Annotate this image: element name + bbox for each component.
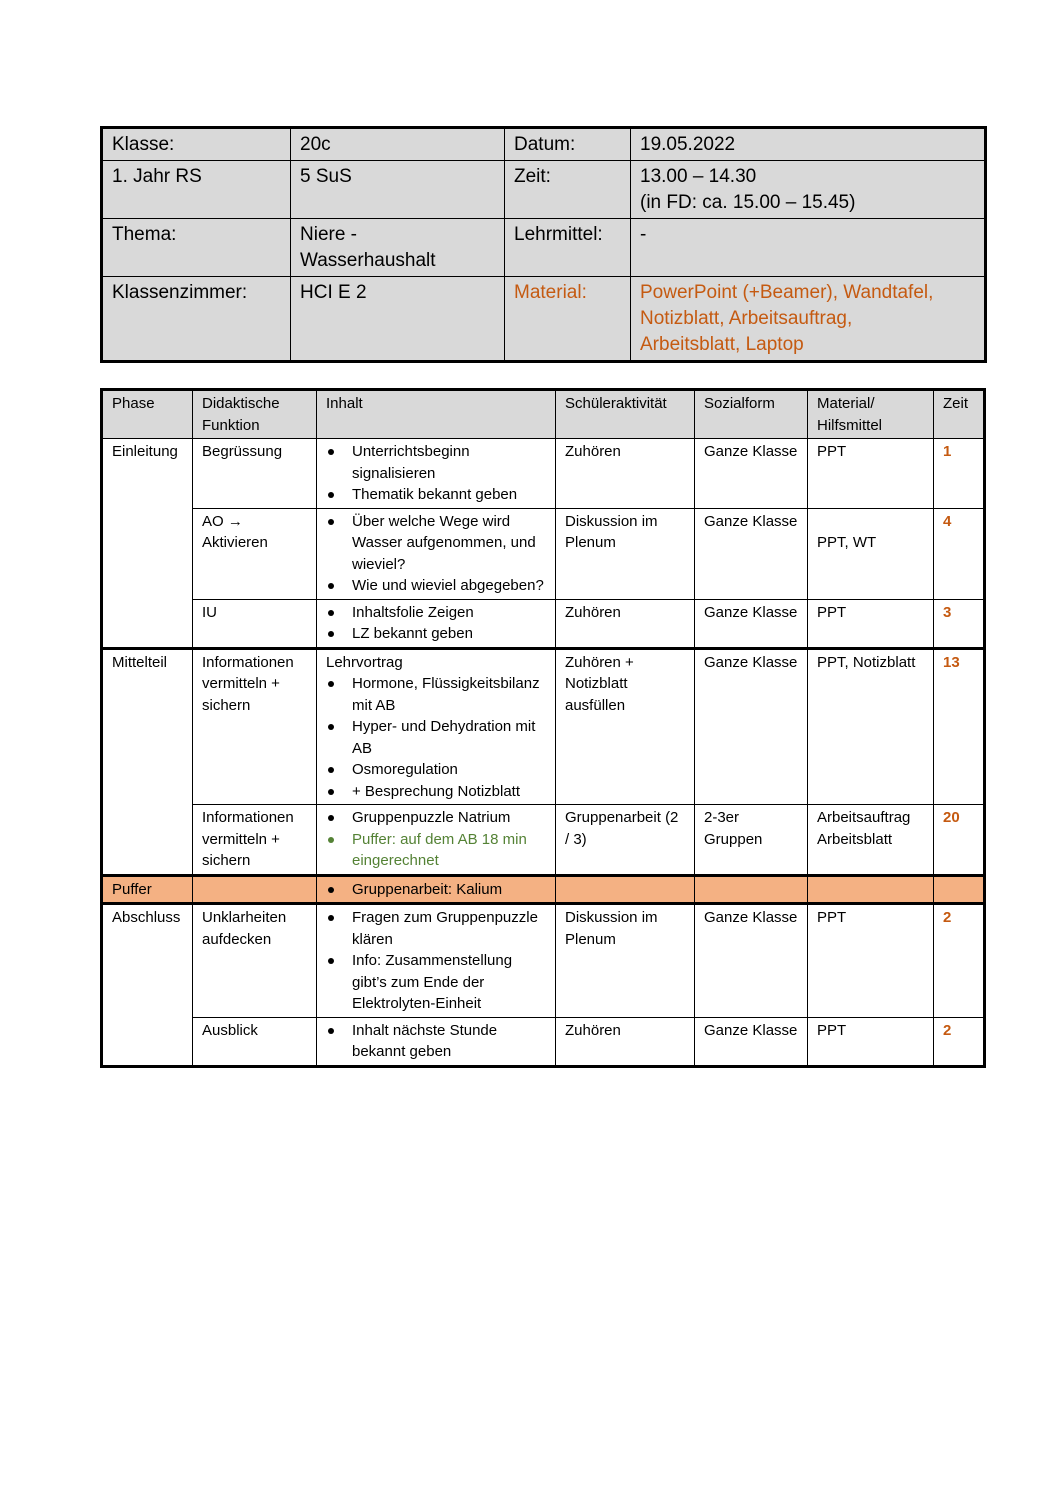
aktivitaet-cell: Diskussion im Plenum xyxy=(556,508,695,599)
funktion-cell: Begrüssung xyxy=(193,439,317,509)
aktivitaet-cell: Zuhören + Notizblatt ausfüllen xyxy=(556,648,695,805)
info-label: Klassenzimmer: xyxy=(102,277,291,362)
info-value: 5 SuS xyxy=(291,161,505,219)
zeit-cell: 13 xyxy=(934,648,985,805)
column-header: Inhalt xyxy=(317,390,556,439)
list-item: Info: Zusammenstellung gibt’s zum Ende der Elektrolyten-Einheit xyxy=(326,950,546,1015)
info-row-jahr xyxy=(102,161,986,219)
aktivitaet-cell: Zuhören xyxy=(556,1017,695,1066)
material-text: PPT, WT xyxy=(817,533,877,551)
table-row xyxy=(102,648,985,805)
sozialform-cell: Ganze Klasse xyxy=(695,904,808,1018)
funktion-cell xyxy=(193,875,317,904)
list-item: Thematik bekannt geben xyxy=(326,484,546,506)
inhalt-cell xyxy=(317,805,556,876)
table-row xyxy=(102,599,985,648)
zeit-cell: 1 xyxy=(934,439,985,509)
zeit-cell xyxy=(934,875,985,904)
material-cell: PPT xyxy=(808,599,934,648)
funktion-cell: Ausblick xyxy=(193,1017,317,1066)
info-value: 20c xyxy=(291,128,505,161)
inhalt-cell xyxy=(317,508,556,599)
sozialform-cell: Ganze Klasse xyxy=(695,599,808,648)
zeit-cell: 4 xyxy=(934,508,985,599)
material-cell: PPT xyxy=(808,1017,934,1066)
material-cell: PPT, Notizblatt xyxy=(808,648,934,805)
info-value: Niere - Wasserhaushalt xyxy=(291,219,505,277)
aktivitaet-cell: Diskussion im Plenum xyxy=(556,904,695,1018)
info-label: Thema: xyxy=(102,219,291,277)
phase-cell: Abschluss xyxy=(102,904,193,1018)
column-header: Schüleraktivität xyxy=(556,390,695,439)
table-row xyxy=(102,805,985,876)
list-item: Osmoregulation xyxy=(326,759,546,781)
list-item: Über welche Wege wird Wasser aufgenommen, und wieviel? xyxy=(326,511,546,576)
phase-cell: Mittelteil xyxy=(102,648,193,805)
column-header: Phase xyxy=(102,390,193,439)
sozialform-cell xyxy=(695,875,808,904)
info-row-klassenzimmer xyxy=(102,277,986,362)
zeit-cell: 20 xyxy=(934,805,985,876)
lesson-plan-table xyxy=(100,388,986,1068)
material-cell: PPT xyxy=(808,439,934,509)
column-header: Material/ Hilfsmittel xyxy=(808,390,934,439)
funktion-cell: Informationen vermitteln + sichern xyxy=(193,648,317,805)
phase-cell: Puffer xyxy=(102,875,193,904)
info-value xyxy=(631,161,986,219)
phase-cell xyxy=(102,599,193,648)
inhalt-cell xyxy=(317,599,556,648)
table-row xyxy=(102,904,985,1018)
funktion-cell: AO → Aktivieren xyxy=(193,508,317,599)
time-value: 13.00 – 14.30 xyxy=(640,166,757,187)
aktivitaet-cell xyxy=(556,875,695,904)
zeit-cell: 2 xyxy=(934,904,985,1018)
info-label: Klasse: xyxy=(102,128,291,161)
list-item: Gruppenarbeit: Kalium xyxy=(326,879,546,901)
funktion-cell: IU xyxy=(193,599,317,648)
inhalt-intro: Lehrvortrag xyxy=(326,653,403,671)
time-note: (in FD: ca. 15.00 – 15.45) xyxy=(640,192,856,213)
inhalt-cell xyxy=(317,1017,556,1066)
info-row-klasse xyxy=(102,128,986,161)
list-item: Puffer: auf dem AB 18 min eingerechnet xyxy=(326,829,546,872)
info-label: Zeit: xyxy=(505,161,631,219)
aktivitaet-cell: Gruppenarbeit (2 / 3) xyxy=(556,805,695,876)
sozialform-cell: 2-3er Gruppen xyxy=(695,805,808,876)
plan-header-row xyxy=(102,390,985,439)
info-value xyxy=(631,219,986,277)
material-cell: Arbeitsauftrag Arbeitsblatt xyxy=(808,805,934,876)
column-header: Didaktische Funktion xyxy=(193,390,317,439)
list-item: Hyper- und Dehydration mit AB xyxy=(326,716,546,759)
info-label: Lehrmittel: xyxy=(505,219,631,277)
table-row xyxy=(102,875,985,904)
inhalt-cell xyxy=(317,439,556,509)
inhalt-cell xyxy=(317,648,556,805)
aktivitaet-cell: Zuhören xyxy=(556,439,695,509)
list-item: Hormone, Flüssigkeitsbilanz mit AB xyxy=(326,673,546,716)
list-item: LZ bekannt geben xyxy=(326,623,546,645)
info-label: 1. Jahr RS xyxy=(102,161,291,219)
table-row xyxy=(102,508,985,599)
list-item: Unterrichtsbeginn signalisieren xyxy=(326,441,546,484)
list-item: Gruppenpuzzle Natrium xyxy=(326,807,546,829)
sozialform-cell: Ganze Klasse xyxy=(695,508,808,599)
inhalt-cell xyxy=(317,904,556,1018)
table-row xyxy=(102,1017,985,1066)
material-cell xyxy=(808,875,934,904)
column-header: Sozialform xyxy=(695,390,808,439)
lehrmittel-value: - xyxy=(640,224,647,245)
material-cell: PPT xyxy=(808,904,934,1018)
info-value xyxy=(631,128,986,161)
zeit-cell: 3 xyxy=(934,599,985,648)
column-header: Zeit xyxy=(934,390,985,439)
list-item: Inhaltsfolie Zeigen xyxy=(326,602,546,624)
info-value xyxy=(631,277,986,362)
date-value: 19.05.2022 xyxy=(640,134,736,155)
sozialform-cell: Ganze Klasse xyxy=(695,1017,808,1066)
inhalt-cell xyxy=(317,875,556,904)
table-row xyxy=(102,439,985,509)
phase-cell xyxy=(102,508,193,599)
list-item: Fragen zum Gruppenpuzzle klären xyxy=(326,907,546,950)
funktion-cell: Unklarheiten aufdecken xyxy=(193,904,317,1018)
zeit-cell: 2 xyxy=(934,1017,985,1066)
funktion-cell: Informationen vermitteln + sichern xyxy=(193,805,317,876)
list-item: Wie und wieviel abgegeben? xyxy=(326,575,546,597)
info-value: HCI E 2 xyxy=(291,277,505,362)
lesson-info-table xyxy=(100,126,987,363)
list-item: Inhalt nächste Stunde bekannt geben xyxy=(326,1020,546,1063)
info-label: Material: xyxy=(505,277,631,362)
phase-cell xyxy=(102,1017,193,1066)
sozialform-cell: Ganze Klasse xyxy=(695,648,808,805)
info-label: Datum: xyxy=(505,128,631,161)
phase-cell: Einleitung xyxy=(102,439,193,509)
sozialform-cell: Ganze Klasse xyxy=(695,439,808,509)
list-item: + Besprechung Notizblatt xyxy=(326,781,546,803)
phase-cell xyxy=(102,805,193,876)
material-value: PowerPoint (+Beamer), Wandtafel, Notizblatt, Arbeitsauftrag, Arbeitsblatt, Laptop xyxy=(640,282,934,355)
info-row-thema xyxy=(102,219,986,277)
material-cell xyxy=(808,508,934,599)
aktivitaet-cell: Zuhören xyxy=(556,599,695,648)
